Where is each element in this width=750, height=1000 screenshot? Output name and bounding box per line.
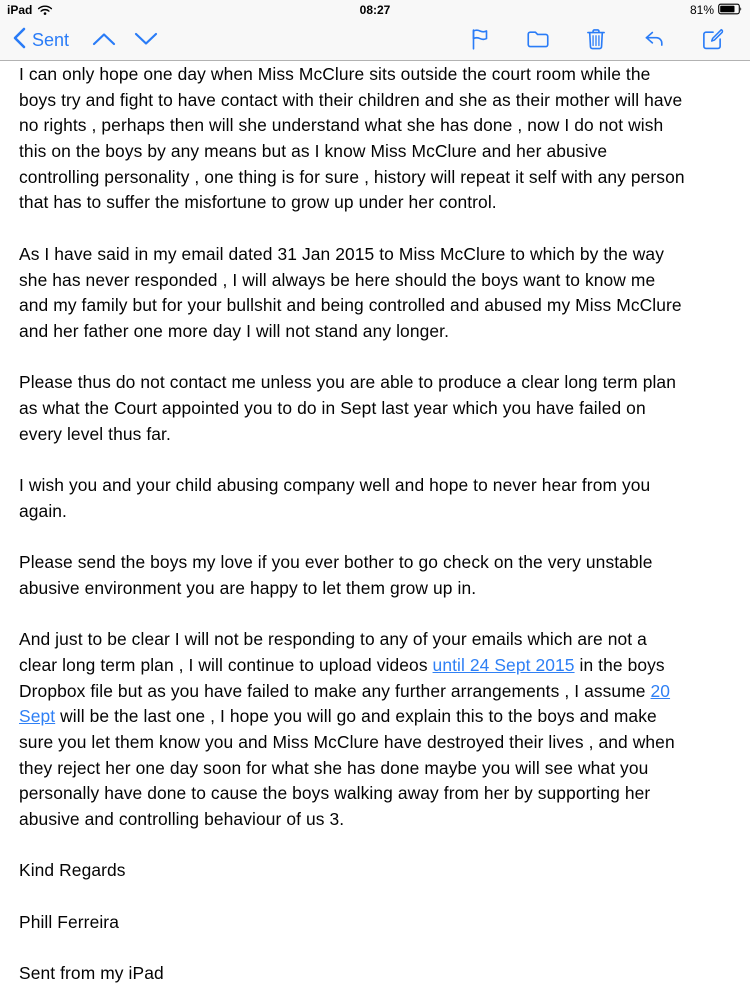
previous-message-button[interactable] (91, 31, 117, 50)
email-body[interactable] (0, 61, 750, 987)
email-text-line (19, 730, 731, 756)
email-text: Sent from my iPad (19, 963, 164, 984)
email-text: and her father one more day I will not stand any longer. (19, 320, 449, 341)
email-text-line (19, 62, 731, 88)
status-bar (0, 0, 750, 20)
email-text: Dropbox file but as you have failed to make any further arrangements , I assume (19, 680, 651, 701)
email-text-line (19, 704, 731, 730)
email-text: this on the boys by any means but as I know Miss McClure and her abusive (19, 141, 608, 162)
compose-icon (699, 26, 725, 55)
back-chevron-icon (12, 27, 26, 54)
email-text: As I have said in my email dated 31 Jan 2015 to Miss McClure to which by the way (19, 243, 664, 264)
email-text: clear long term plan , I will continue to upload videos (19, 654, 433, 675)
email-text-line (19, 550, 731, 576)
email-text-line (19, 781, 731, 807)
wifi-icon (37, 3, 53, 18)
email-text: Please send the boys my love if you ever bother to go check on the very unstable (19, 552, 653, 573)
email-text-line (19, 833, 731, 859)
email-text-line (19, 370, 731, 396)
email-text: in the boys (574, 654, 665, 675)
email-text-line (19, 627, 731, 653)
email-text-line (19, 884, 731, 910)
email-text: she has never responded , I will always be here should the boys want to know me (19, 269, 656, 290)
email-text-line (19, 319, 731, 345)
email-text-line (19, 473, 731, 499)
message-nav (91, 31, 159, 50)
clock: 08:27 (359, 3, 391, 17)
device-label: iPad (7, 3, 33, 17)
email-text: Kind Regards (19, 860, 126, 881)
email-text: Please thus do not contact me unless you are able to produce a clear long term plan (19, 372, 676, 393)
chevron-up-icon (91, 31, 117, 50)
email-text-line (19, 268, 731, 294)
email-text-line (19, 499, 731, 525)
folder-icon (525, 26, 551, 55)
battery-percent: 81% (689, 3, 714, 17)
email-text-line (19, 422, 731, 448)
email-text: every level thus far. (19, 423, 171, 444)
flag-icon (467, 26, 493, 55)
email-text-line (19, 807, 731, 833)
reply-button[interactable] (640, 26, 668, 54)
next-message-button[interactable] (133, 31, 159, 50)
toolbar-actions (466, 26, 726, 54)
email-text: boys try and fight to have contact with their children and she as their mother will have (19, 89, 683, 110)
email-text-line (19, 113, 731, 139)
mail-toolbar (0, 20, 750, 60)
flag-button[interactable] (466, 26, 494, 54)
email-text-line (19, 601, 731, 627)
email-text: And just to be clear I will not be responding to any of your emails which are not a (19, 629, 647, 650)
date-link[interactable]: until 24 Sept 2015 (432, 654, 575, 675)
email-text-line (19, 242, 731, 268)
email-text-line (19, 345, 731, 371)
email-text: they reject her one day soon for what she has done maybe you will see what you (19, 757, 649, 778)
chevron-down-icon (133, 31, 159, 50)
email-text-line (19, 961, 731, 987)
email-text-line (19, 447, 731, 473)
trash-icon (583, 26, 609, 55)
email-text: controlling personality , one thing is for sure , history will repeat it self with any person (19, 166, 685, 187)
top-bars (0, 0, 750, 61)
email-text: Phill Ferreira (19, 911, 119, 932)
email-text: as what the Court appointed you to do in Sept last year which you have failed on (19, 397, 646, 418)
date-link[interactable]: 20 (650, 680, 671, 701)
email-text-line (19, 293, 731, 319)
email-text-line (19, 524, 731, 550)
status-right (690, 3, 743, 18)
back-to-sent-button[interactable] (12, 27, 69, 54)
delete-button[interactable] (582, 26, 610, 54)
email-text-line (19, 935, 731, 961)
email-text-line (19, 756, 731, 782)
compose-button[interactable] (698, 26, 726, 54)
back-button-label: Sent (32, 29, 70, 50)
date-link[interactable]: Sept (19, 706, 56, 727)
battery-icon (718, 3, 743, 18)
email-text-line (19, 139, 731, 165)
status-left (7, 3, 53, 18)
email-text: personally have done to cause the boys walking away from her by supporting her (19, 783, 651, 804)
reply-icon (640, 26, 668, 55)
email-text: that has to suffer the misfortune to grow up under her control. (19, 192, 497, 213)
email-text-line (19, 216, 731, 242)
email-text: I can only hope one day when Miss McClure sits outside the court room while the (19, 64, 651, 84)
email-text-line (19, 396, 731, 422)
email-text-line (19, 679, 731, 705)
email-text-line (19, 165, 731, 191)
email-text-line (19, 576, 731, 602)
email-text: sure you let them know you and Miss McClure have destroyed their lives , and when (19, 731, 675, 752)
email-text-line (19, 910, 731, 936)
email-text-line (19, 190, 731, 216)
email-text: no rights , perhaps then will she understand what she has done , now I do not wish (19, 115, 664, 136)
email-text-line (19, 653, 731, 679)
email-text: abusive and controlling behaviour of us 3. (19, 808, 345, 829)
email-text: again. (19, 500, 67, 521)
email-text: abusive environment you are happy to let them grow up in. (19, 577, 477, 598)
move-to-folder-button[interactable] (524, 26, 552, 54)
email-text: will be the last one , I hope you will go and explain this to the boys and make (55, 706, 657, 727)
email-text-line (19, 858, 731, 884)
email-text-line (19, 88, 731, 114)
email-text: and my family but for your bullshit and being controlled and abused my Miss McClure (19, 295, 682, 316)
email-text: I wish you and your child abusing company well and hope to never hear from you (19, 475, 651, 495)
